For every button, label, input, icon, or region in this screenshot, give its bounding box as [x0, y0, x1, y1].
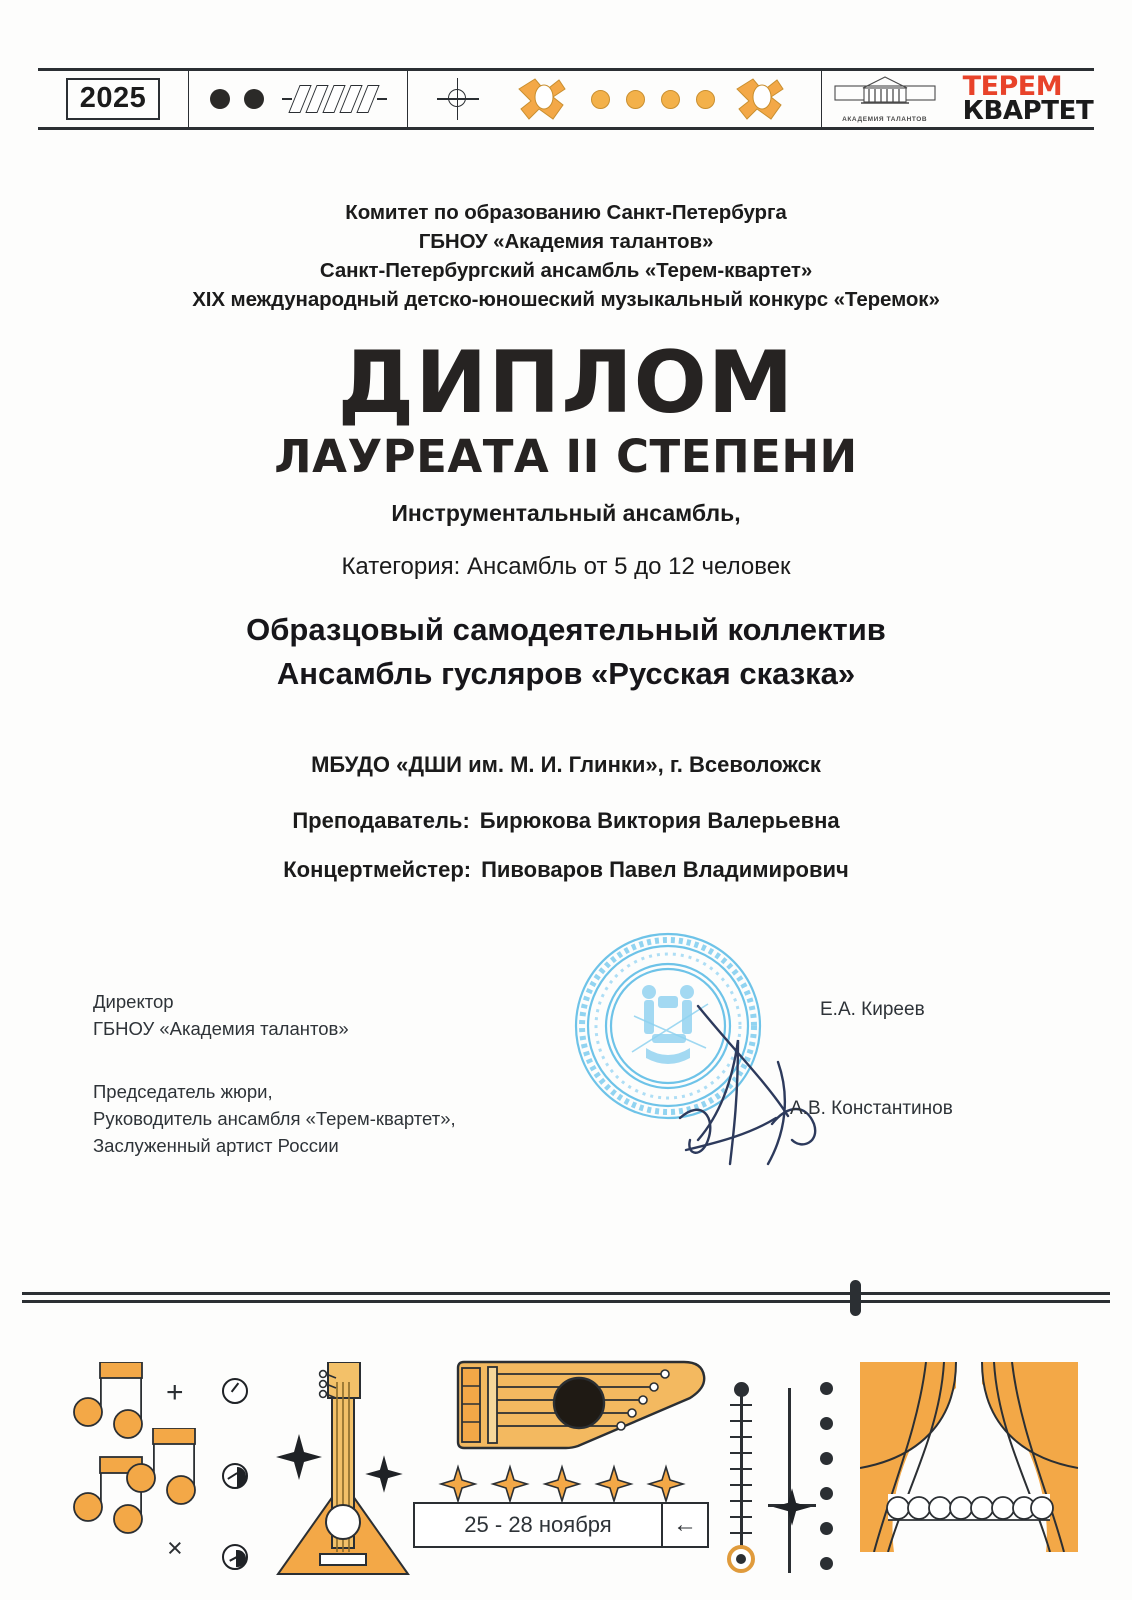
moon-phase-icon	[222, 1378, 248, 1404]
handwritten-signature	[672, 1000, 832, 1170]
abstract-blob-icon	[513, 75, 575, 123]
organizer-line-2: ГБНОУ «Академия талантов»	[418, 230, 714, 253]
balalaika-icon	[268, 1362, 418, 1592]
accompanist-label: Концертмейстер:	[283, 857, 472, 882]
small-orange-dot-icon	[626, 90, 645, 109]
organizer-line-1: Комитет по образованию Санкт-Петербурга	[345, 201, 787, 224]
filled-dot-icon	[210, 89, 230, 109]
signatory-1-role-line-1: Директор	[93, 991, 174, 1012]
dot-icon	[820, 1487, 833, 1500]
signatory-2-name: А.В. Константинов	[790, 1098, 953, 1119]
ruler-bottom-knob-icon	[727, 1545, 755, 1573]
year-label: 2025	[66, 78, 161, 120]
recipient-line-1: Образцовый самодеятельный коллектив	[246, 612, 886, 647]
signatory-1-name: Е.А. Киреев	[820, 999, 925, 1020]
ruler-top-dot-icon	[734, 1382, 749, 1397]
plus-sign-icon: +	[166, 1376, 184, 1409]
year-cell	[38, 71, 189, 127]
teacher-row	[0, 808, 1132, 834]
diploma-title: ДИПЛОМ	[337, 333, 795, 433]
dot-icon	[820, 1382, 833, 1395]
signatory-2-role-line-2: Руководитель ансамбля «Терем-квартет»,	[93, 1108, 456, 1129]
terem-logo-line1: ТЕРЕМ	[962, 70, 1063, 102]
small-orange-dot-icon	[591, 90, 610, 109]
diploma-degree: ЛАУРЕАТА II СТЕПЕНИ	[274, 430, 858, 483]
competition-date-bar	[413, 1502, 709, 1548]
organizer-line-4: XIX международный детско-юношеский музыкальный конкурс «Теремок»	[192, 288, 940, 311]
small-orange-dot-icon	[696, 90, 715, 109]
competition-date: 25 - 28 ноября	[464, 1512, 612, 1537]
top-decorative-band	[38, 68, 1094, 130]
blob-row	[513, 75, 793, 123]
moon-phase-icon	[222, 1544, 248, 1570]
signatory-2-role-line-3: Заслуженный артист России	[93, 1135, 339, 1156]
teacher-label: Преподаватель:	[292, 808, 470, 833]
filled-dot-icon	[244, 89, 264, 109]
arrow-left-icon: ←	[661, 1504, 707, 1546]
signatory-1-role-line-2: ГБНОУ «Академия талантов»	[93, 1018, 349, 1039]
abstract-shapes-cell	[408, 71, 822, 127]
terem-logo-line2: КВАРТЕТ	[962, 96, 1094, 127]
dot-column	[820, 1382, 833, 1570]
stage-curtain-icon	[860, 1362, 1078, 1552]
academy-logo-caption: АКАДЕМИЯ ТАЛАНТОВ	[842, 115, 928, 123]
temple-columns-icon	[831, 75, 939, 109]
signatory-2-role	[93, 1078, 456, 1159]
nomination-label: Инструментальный ансамбль,	[391, 500, 741, 526]
accompanist-name: Пивоваров Павел Владимирович	[481, 857, 849, 882]
footer-illustration-band	[0, 1300, 1132, 1600]
academy-of-talents-logo	[829, 75, 941, 123]
recipient-school: МБУДО «ДШИ им. М. И. Глинки», г. Всеволожск	[311, 752, 821, 777]
dot-icon	[820, 1522, 833, 1535]
vertical-axis-line	[788, 1388, 791, 1573]
dot-icon	[820, 1417, 833, 1430]
small-orange-dot-icon	[661, 90, 680, 109]
teacher-name: Бирюкова Виктория Валерьевна	[479, 808, 840, 833]
recipient-name-block	[0, 608, 1132, 696]
signatory-1-role	[93, 988, 349, 1042]
category-label: Категория: Ансамбль от 5 до 12 человек	[341, 553, 791, 580]
signatory-2-role-line-1: Председатель жюри,	[93, 1081, 273, 1102]
recipient-line-2: Ансамбль гусляров «Русская сказка»	[276, 656, 856, 691]
slant-stripes-icon	[282, 85, 387, 113]
orange-stars-row	[438, 1464, 688, 1504]
dots-and-slants-cell	[189, 71, 408, 127]
terem-kvartet-logo	[962, 70, 1094, 127]
sparkle-star-icon	[770, 1485, 814, 1529]
accompanist-row	[0, 857, 1132, 883]
moon-phase-icon	[222, 1463, 248, 1489]
abstract-blob-icon	[731, 75, 793, 123]
logos-cell	[822, 71, 1094, 127]
gusli-instrument-icon	[448, 1360, 708, 1450]
ruler-line	[740, 1388, 743, 1563]
dot-icon	[820, 1452, 833, 1465]
cross-sign-icon: ×	[167, 1533, 183, 1563]
crosshair-target-icon	[437, 78, 479, 120]
organizer-line-3: Санкт-Петербургский ансамбль «Терем-квартет»	[319, 259, 813, 282]
dot-icon	[820, 1557, 833, 1570]
organizers-block	[0, 198, 1132, 314]
